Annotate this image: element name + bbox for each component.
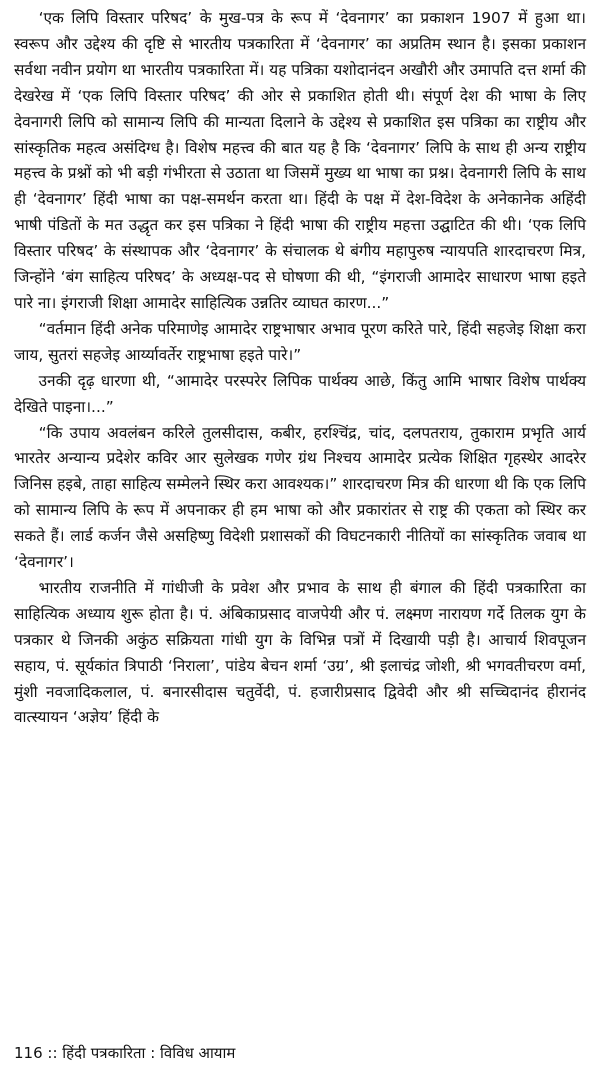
page-number: 116 bbox=[14, 1044, 43, 1062]
paragraph-quote-rashtrabhasha: “वर्तमान हिंदी अनेक परिमाणेइ आमादेर राष्ट्रभाषार अभाव पूरण करिते पारे, हिंदी सहजेइ शिक्षा करा जाय, सुतरां सहजेइ आर्य्यावर्तेर राष्ट्रभाषा हइते पारे।” bbox=[14, 319, 586, 364]
body-text bbox=[14, 6, 586, 731]
paragraph-firm-belief: उनकी दृढ़ धारणा थी, “आमादेर परस्परेर लिपिक पार्थक्य आछे, किंतु आमि भाषार विशेष पार्थक्य देखिते पाइना।...” bbox=[14, 371, 586, 416]
page-footer bbox=[14, 1043, 235, 1063]
paragraph-gandhi-era: भारतीय राजनीति में गांधीजी के प्रवेश और प्रभाव के साथ ही बंगाल की हिंदी पत्रकारिता का साहित्यिक अध्याय शुरू होता है। पं. अंबिकाप्रसाद वाजपेयी और पं. लक्ष्मण नारायण गर्दे तिलक युग के पत्रकार थे जिनकी अकुंठ सक्रियता गांधी युग के विभिन्न पत्रों में दिखायी पड़ी है। आचार्य शिवपूजन सहाय, पं. सूर्यकांत त्रिपाठी ‘निराला’, पांडेय बेचन शर्मा ‘उग्र’, श्री इलाचंद्र जोशी, श्री भगवतीचरण वर्मा, मुंशी नवजादिकलाल, पं. बनारसीदास चतुर्वेदी, पं. हजारीप्रसाद द्विवेदी और श्री सच्चिदानंद हीरानंद वात्स्यायन ‘अज्ञेय’ हिंदी के bbox=[14, 578, 586, 727]
paragraph-devnagar-intro: ‘एक लिपि विस्तार परिषद’ के मुख-पत्र के रूप में ‘देवनागर’ का प्रकाशन 1907 में हुआ था। स्वरूप और उद्देश्य की दृष्टि से भारतीय पत्रकारिता में ‘देवनागर’ का अप्रतिम स्थान है। इसका प्रकाशन सर्वथा नवीन प्रयोग था भारतीय पत्रकारिता में। यह पत्रिका यशोदानंदन अखौरी और उमापति दत्त शर्मा की देखरेख में ‘एक लिपि विस्तार परिषद’ की ओर से प्रकाशित होती थी। संपूर्ण देश की भाषा के लिए देवनागरी लिपि को सामान्य लिपि की मान्यता दिलाने के उद्देश्य से प्रकाशित इस पत्रिका का राष्ट्रीय और सांस्कृतिक महत्व असंदिग्ध है। विशेष महत्त्व की बात यह है कि ‘देवनागर’ लिपि के साथ ही अन्य राष्ट्रीय महत्त्व के प्रश्नों को भी बड़ी गंभीरता से उठाता था जिसमें मुख्य था भाषा का प्रश्न। देवनागरी लिपि के साथ ही ‘देवनागर’ हिंदी भाषा का पक्ष-समर्थन करता था। हिंदी के पक्ष में देश-विदेश के अनेकानेक अहिंदी भाषी पंडितों के मत उद्धृत कर इस पत्रिका ने हिंदी भाषा की राष्ट्रीय महत्ता उद्घाटित की थी। ‘एक लिपि विस्तार परिषद’ के संस्थापक और ‘देवनागर’ के संचालक थे बंगीय महापुरुष न्यायपति शारदाचरण मित्र, जिन्होंने ‘बंग साहित्य परिषद’ के अध्यक्ष-पद से घोषणा की थी, “इंगराजी आमादेर साधारण भाषा हइते पारे ना। इंगराजी शिक्षा आमादेर साहित्यिक उन्नतिर व्याघत कारण...” bbox=[14, 9, 586, 312]
paragraph-quote-poets: “कि उपाय अवलंबन करिले तुलसीदास, कबीर, हरश्चिंद्र, चांद, दलपतराय, तुकाराम प्रभृति आर्य भारतेर अन्यान्य प्रदेशेर कविर आर सुलेखक गणेर ग्रंथ निश्चय आमादेर प्रत्येक शिक्षित गृहस्थेर आदरेर जिनिस हइबे, ताहा साहित्य सम्मेलने स्थिर करा आवश्यक।” शारदाचरण मित्र की धारणा थी कि एक लिपि को सामान्य लिपि के रूप में अपनाकर ही हम भाषा को और प्रकारांतर से राष्ट्र की एकता को स्थिर कर सकते हैं। लार्ड कर्जन जैसे असहिष्णु विदेशी प्रशासकों की विघटनकारी नीतियों का सांस्कृतिक जवाब था ‘देवनागर’। bbox=[14, 423, 587, 572]
running-title: हिंदी पत्रकारिता : विविध आयाम bbox=[62, 1044, 236, 1062]
footer-separator: :: bbox=[42, 1044, 63, 1062]
